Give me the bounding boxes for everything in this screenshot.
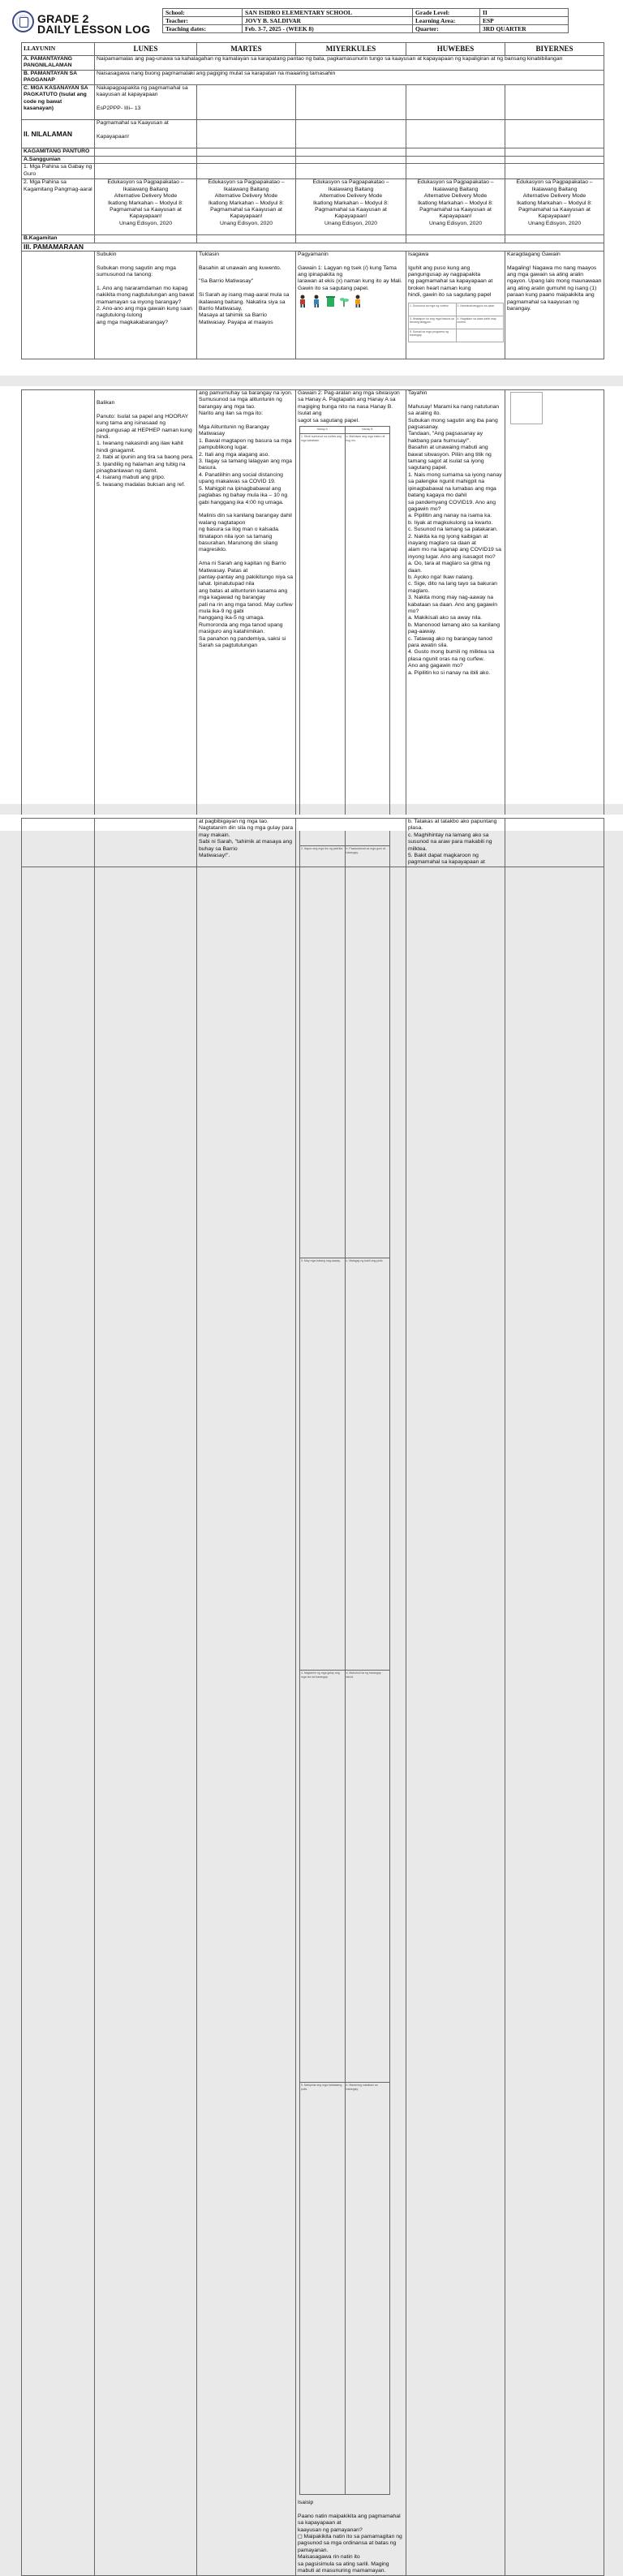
module-ref-martes: Edukasyon sa Pagpapakatao – Ikalawang Baitang Alternative Delivery Mode Ikatlong Markahan – Modyul 8: Pagmamahal sa Kaayusan at Kapayapaan! Unang Edisyon, 2020	[197, 179, 296, 235]
col-martes: MARTES	[197, 43, 296, 56]
martes-story-end: at pagbibigayan ng mga tao. Nagtatanim din sila ng mga gulay para may makain. Sabi ni Sarah, "tahimik at masaya ang buhay sa Barrio Matiwasay!".	[197, 819, 296, 867]
huwebes-tayahin-continued: b. Tatakas at tatakbo ako papuntang plasa. c. Maghihintay na lamang ako sa susunod na araw para makabili ng milktea. 5. Bakit dapat magkaroon ng pagmamahal sa kapayapaan at	[406, 819, 505, 867]
martes-story-continued: ang pamumuhay sa barangay na iyon. Sumusunod sa mga alituntunin ng barangay ang mga tao. Narito ang ilan sa mga ito: Mga Alituntunin ng Barangay Matiwasay 1. Bawal magtapon ng basura sa mga pampublikong lugar. 2. Itali ang mga alagang aso. 3. Ilagay sa tamang lalagyan ang mga basura. 4. Panatilihin ang social distancing upang makaiwas sa COVID 19. 5. Mahigpit na ipinagbabawal ang paglabas ng bahay mula ika – 10 ng gabi hanggang ika 4:00 ng umaga. Malinis din sa kanilang barangay dahil walang nagtatapon ng basura sa ilog man o kalsada. Itinatapon nila iyon sa tamang basurahan. Marunong din silang magresiklo. Ama ni Sarah ang kapitan ng Barrio Matiwasay. Patas at pantay-pantay ang pakikitungo niya sa lahat. Ipinatutupad nila ang batas at alituntunin kasama ang mga kagawad ng barangay pati na rin ang mga tanod. May curfew mula ika-9 ng gabi hanggang ika-5 ng umaga. Rumoronda ang mga tanod upang masiguro ang katahimikan. Sa panahon ng pandemiya, saksi si Sarah sa pagtutulungan	[197, 390, 296, 2576]
huwebes-isagawa: Isagawa Iguhit ang puso kung ang pangungusap ay nagpapakita ng pagmamahal sa kapayapaan at broken heart naman kung hindi, gawin ito sa sagutang papel 1. Sumunod sa mga ng curfew. 2. Naninira/nanggulo sa daan. 3. Itinatapon ko ang mga basura sa tamang lalagyan. 4. Naglalaro sa daan kahit may curfew. 5. Sumali sa mga programa ng barangay.	[406, 251, 505, 359]
log-title: DAILY LESSON LOG	[37, 23, 151, 36]
grade-title: GRADE 2	[37, 12, 89, 25]
hanay-row: 2. Itapon ang mga bio ng pabrika. b. Pasasalamat sa mga guro at barangay.	[300, 846, 390, 1258]
lesson-table-continued-2	[21, 818, 604, 867]
page-1	[0, 0, 623, 376]
miyerkules-pagyamanin: Pagyamanin Gawain 1: Lagyan ng tsek (/) kung Tama ang ipinapakita ng larawan at ekis (x) naman kung ito ay Mali. Gawin ito sa sagutang papel.	[296, 251, 406, 359]
row-pamantayang-pangnilalaman: A. PAMANTAYANG PANGNILALAMAN Naipamamalas ang pag-unawa sa kahalagahan ng kamalayan sa karapatang pantao ng bata, pagkamasunurin tungo sa kaayusan at kapayapaan ng kapaligiran at ng bansang kinabibilangan	[22, 56, 604, 71]
trash-bin-picture-icon	[325, 295, 336, 307]
info-row: School: SAN ISIDRO ELEMENTARY SCHOOL Grade Level: II	[163, 9, 569, 17]
hanay-row: 3. May mga batang nag-aaway. c. Malagay ng bakit ang pulis.	[300, 1258, 390, 1671]
module-ref-lunes: Edukasyon sa Pagpapakatao – Ikalawang Baitang Alternative Delivery Mode Ikatlong Markahan – Modyul 8: Pagmamahal sa Kaayusan at Kapayapaan! Unang Edisyon, 2020	[95, 179, 197, 235]
isagawa-mini-table: 1. Sumunod sa mga ng curfew. 2. Naninira/nanggulo sa daan. 3. Itinatapon ko ang mga basura sa tamang lalagyan. 4. Naglalaro sa daan kahit may curfew. 5. Sumali sa mga programa ng barangay.	[408, 303, 504, 342]
row-kasanayan: C. MGA KASANAYAN SA PAGKATUTO (Isulat ang code ng bawat kasanayan) Nakapagpapakita ng pagmamahal sa kaayusan at kapayapaan EsP2PPP- IIIi– 13	[22, 85, 604, 120]
module-ref-miyerkules: Edukasyon sa Pagpapakatao – Ikalawang Baitang Alternative Delivery Mode Ikatlong Markahan – Modyul 8: Pagmamahal sa Kaayusan at Kapayapaan! Unang Edisyon, 2020	[296, 179, 406, 235]
hanay-row: 1. Hindi sumunod sa curfew ang mga kabataan. a. Malinisan ang mga estero at ilog mo.	[300, 434, 390, 846]
column-headers	[22, 43, 604, 56]
hanay-table: Hanay A Hanay B 1. Hindi sumunod sa curfew ang mga kabataan. a. Malinisan ang mga estero at ilog mo. 2. Itapon ang mga bio ng pabrika. b. Pasasalamat sa mga guro at barangay. 3. May mga batang nag-aaway. c. Malagay ng bakit ang pulis. 4. Nagtanim ng mga gulay ang mga tao sa barangay. d. Mahuhuli ka ng barangay tanod. 5. Nakipinta ang mga kabataang pulis. e. Maraming nakakain sa barangay.	[299, 426, 390, 2495]
row-kagamitang-pages: 2. Mga Pahina sa Kagamitang Pangmag-aaral Edukasyon sa Pagpapakatao – Ikalawang Baitang Alternative Delivery Mode Ikatlong Markahan – Modyul 8: Pagmamahal sa Kaayusan at Kapayapaan! Unang Edisyon, 2020 Edukasyon sa Pagpapakatao – Ikalawang Baitang Alternative Delivery Mode Ikatlong Markahan – Modyul 8: Pagmamahal sa Kaayusan at Kapayapaan! Unang Edisyon, 2020 Edukasyon sa Pagpapakatao – Ikalawang Baitang Alternative Delivery Mode Ikatlong Markahan – Modyul 8: Pagmamahal sa Kaayusan at Kapayapaan! Unang Edisyon, 2020 Edukasyon sa Pagpapakatao – Ikalawang Baitang Alternative Delivery Mode Ikatlong Markahan – Modyul 8: Pagmamahal sa Kaayusan at Kapayapaan! Unang Edisyon, 2020 Edukasyon sa Pagpapakatao – Ikalawang Baitang Alternative Delivery Mode Ikatlong Markahan – Modyul 8: Pagmamahal sa Kaayusan at Kapayapaan! Unang Edisyon, 2020	[22, 179, 604, 235]
child-picture-icon	[312, 295, 322, 307]
module-ref-huwebes: Edukasyon sa Pagpapakatao – Ikalawang Baitang Alternative Delivery Mode Ikatlong Markahan – Modyul 8: Pagmamahal sa Kaayusan at Kapayapaan! Unang Edisyon, 2020	[406, 179, 505, 235]
row-pamantayan-pagganap: B. PAMANTAYAN SA PAGGANAP Naisasagawa nang buong pagmamalaki ang pagiging mulat sa karapatan na maaaring tamasahin	[22, 71, 604, 85]
col-biyernes: BIYERNES	[505, 43, 604, 56]
lesson-table-continued	[21, 389, 604, 2576]
hanay-row: 4. Nagtanim ng mga gulay ang mga tao sa barangay. d. Mahuhuli ka ng barangay tanod.	[300, 1671, 390, 2083]
lunes-subukin: Subukin Subukan mong sagutin ang mga sumusunod na tanong: 1. Ano ang nararamdaman mo kapag nakikita mong nagtutulungan ang bawat mamamayan sa inyong barangay? 2. Ano-ano ang mga gawain kung saan nagtutulong-tulong ang mga magkakabarangay?	[95, 251, 197, 359]
row-nilalaman: II. NILALAMAN Pagmamahal sa Kaayusan at Kapayapaan!	[22, 120, 604, 148]
empty-box	[510, 392, 543, 424]
miyerkules-gawain-2: Gawain 2: Pag-aralan ang mga sitwasyon sa Hanay A. Pagtapatin ang Hanay A sa magiging bunga nito na nasa Hanay B. Isulat ang sagot sa sagutang papel. Hanay A Hanay B 1. Hindi sumunod sa curfew ang mga kabataan. a. Malinisan ang mga estero at ilog mo. 2. Itapon ang mga bio ng pabrika. b. Pasasalamat sa mga guro at barangay. 3. May mga batang nag-aaway. c. Malagay ng bakit ang pulis. 4. Nagtanim ng mga gulay ang mga tao sa barangay. d. Mahuhuli ka ng barangay tanod. 5. Nakipinta ang mga kabataang pulis. e. Maraming nakakain sa barangay. Isaisip Paano natin maipakikita ang pagmamahal sa kapayapaan at kaayusan ng pamayanan? ◻ Maipakikita natin ito sa pamamagitan ng pagsunod sa mga ordinansa at batas ng pamayanan. Maisasagawa rin natin ito sa pagsisimula sa ating sarili. Maging mabuti at masunuring mamamayan.	[296, 390, 406, 2576]
col-lunes: LUNES	[95, 43, 197, 56]
info-row: Teacher: JOVY B. SALDIVAR Learning Area: ESP	[163, 17, 569, 25]
col-miyerkules: MIYERKULES	[296, 43, 406, 56]
martes-tuklasin: Tuklasin Basahin at unawain ang kuwento. "Sa Barrio Matiwasay" Si Sarah ay isang mag-aaral mula sa ikalawang baitang. Nakatira siya sa Barrio Matiwasay. Masaya at tahimik sa Barrio Matiwasay. Payapa at maayos	[197, 251, 296, 359]
info-row: Teaching dates: Feb. 3-7, 2025 - (WEEK 8) Quarter: 3RD QUARTER	[163, 25, 569, 33]
row-pamamaraan-header: III. PAMAMARAAN	[22, 243, 604, 251]
row-pamamaraan	[22, 251, 604, 359]
child-picture-icon	[353, 295, 363, 307]
col-huwebes: HUWEBES	[406, 43, 505, 56]
row-sanggunian: A.Sanggunian	[22, 157, 604, 164]
lunes-balikan: Balikan Panuto: Isulat sa papel ang HOORAY kung tama ang isinasaad ng pangungusap at HEPHEP naman kung hindi. 1. Iwanang nakasindi ang ilaw kahit hindi ginagamit. 2. Itabi at ipunin ang tira sa baong pera. 3. Ipandilig ng halaman ang tubig na pinagbanlawan ng damit. 4. Isarang mabuti ang gripo. 5. Iwasang madalas buksan ang ref.	[95, 390, 197, 2576]
activity-pictures	[298, 295, 404, 307]
plant-picture-icon	[339, 295, 350, 307]
row-kagamitang-panturo: KAGAMITANG PANTURO	[22, 148, 604, 157]
child-picture-icon	[298, 295, 308, 307]
biyernes-karagdagang-gawain: Karagdagang Gawain Magaling! Nagawa mo nang maayos ang mga gawain sa ating aralin ngayon. Upang lalo mong maunawaan ang ating aralin gumuhit ng isang (1) paraan kung paano maipakikita ang pagmamahal sa kaayusan ng barangay.	[505, 251, 604, 359]
module-ref-biyernes: Edukasyon sa Pagpapakatao – Ikalawang Baitang Alternative Delivery Mode Ikatlong Markahan – Modyul 8: Pagmamahal sa Kaayusan at Kapayapaan! Unang Edisyon, 2020	[505, 179, 604, 235]
hanay-row: 5. Nakipinta ang mga kabataang pulis. e. Maraming nakakain sa barangay.	[300, 2083, 390, 2495]
col-layunin: I.LAYUNIN	[22, 43, 95, 56]
deped-seal-icon	[12, 11, 34, 32]
row-gabay-guro: 1. Mga Pahina sa Gabay ng Guro	[22, 164, 604, 179]
header	[0, 0, 623, 37]
row-b-kagamitan: B.Kagamitan	[22, 235, 604, 243]
miyerkules-isaisip: Isaisip Paano natin maipakikita ang pagmamahal sa kapayapaan at kaayusan ng pamayanan? ◻ Maipakikita natin ito sa pamamagitan ng pagsunod sa mga ordinansa at batas ng pamayanan. Maisasagawa rin natin ito sa pagsisimula sa ating sarili. Maging mabuti at masunuring mamamayan.	[298, 2500, 402, 2574]
lesson-table	[21, 42, 604, 359]
info-table	[162, 8, 569, 33]
row-pamamaraan-continued	[22, 390, 604, 2576]
huwebes-tayahin: Tayahin Mahusay! Marami ka nang natutunan sa araling ito. Subukan mong sagutin ang iba pang pagsasanay. Tandaan, "Ang pagsasanay ay hakbang para humusay!". Basahin at unawaing mabuti ang bawat sitwasyon. Piliin ang titik ng tamang sagot at isulat sa iyong sagutang papel. 1. Nais mong sumama sa iyong nanay sa palengke ngunit mahigpit na ipinagbabawal na lumabas ang mga batang kagaya mo dahil sa pandemyang COVID19. Ano ang gagawin mo? a. Pipilitin ang nanay na isama ka. b. Iiyak at magkukulong sa kwarto. c. Susunod na lamang sa patakaran. 2. Nakita ka ng iyong kaibigan at inayang maglaro sa daan at alam mo na laganap ang COVID19 sa inyong lugar. Ano ang isasagot mo? a. Oo, tara at maglaro sa gitna ng daan. b. Ayoko nga! Ikaw nalang. c. Sige, dito na lang tayo sa bakuran maglaro. 3. Nakita mong may nag-aaway na kabataan sa daan. Ano ang gagawin mo? a. Makikisali ako sa away nila. b. Manonood lamang ako sa kanilang pag-aaway. c. Tatawag ako ng barangay tanod para awatin sila. 4. Gusto mong bumili ng milktea sa plasa ngunit oras na ng curfew. Ano ang gagawin mo? a. Pipilitin ko si nanay na ibili ako.	[406, 390, 505, 2576]
